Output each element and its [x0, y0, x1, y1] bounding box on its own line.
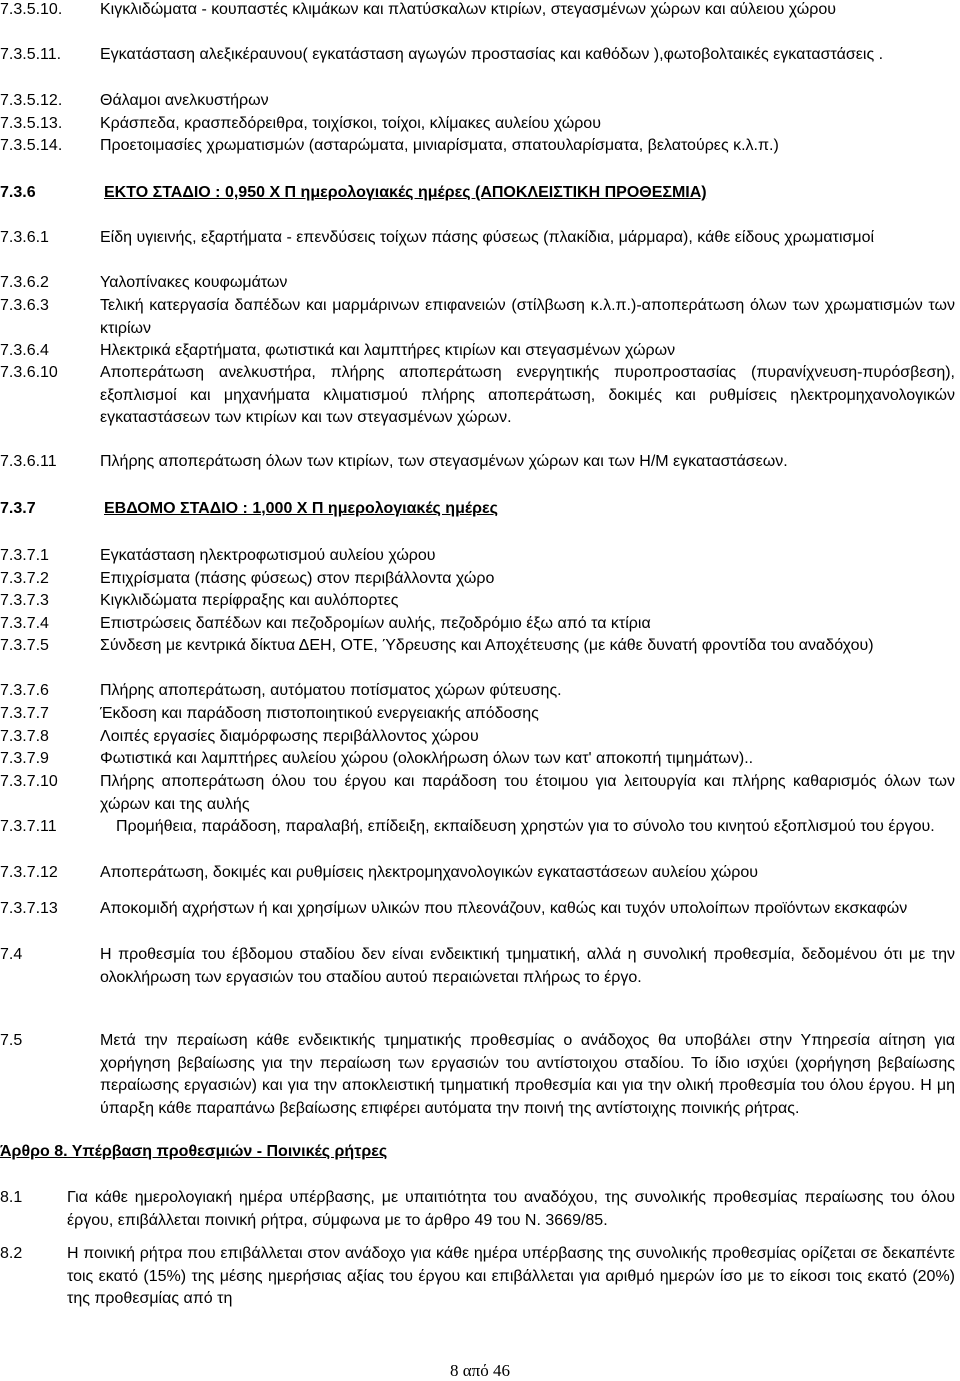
paragraph-7-5	[0, 1030, 955, 1120]
list-item-7-3-7-4	[0, 613, 955, 636]
list-item-7-3-7-7	[0, 703, 955, 726]
item-text: Φωτιστικά και λαμπτήρες αυλείου χώρου (ολοκλήρωση όλων των κατ' αποκοπή τιμημάτων)..	[100, 750, 754, 767]
item-number: 7.3.7.5	[0, 637, 49, 654]
item-number: 7.3.5.13.	[0, 115, 63, 132]
list-item-7-3-7-13	[0, 898, 955, 921]
list-item-7-3-5-13	[0, 113, 957, 136]
list-item-7-3-5-12	[0, 90, 957, 113]
list-item-7-3-7-10	[0, 771, 955, 816]
list-item-7-3-6-10	[0, 362, 955, 430]
item-text: Εγκατάσταση αλεξικέραυνου( εγκατάσταση αγωγών προστασίας και καθόδων ),φωτοβολταικές εγκαταστάσεις .	[100, 46, 884, 63]
item-number: 7.3.7.11	[0, 818, 57, 835]
item-text: Αποπεράτωση, δοκιμές και ρυθμίσεις ηλεκτρομηχανολογικών εγκαταστάσεων αυλείου χώρου	[100, 864, 759, 881]
section-title: ΕΒΔΟΜΟ ΣΤΑΔΙΟ : 1,000 Χ Π ημερολογιακές ημέρες	[104, 500, 498, 517]
item-number: 7.3.7.1	[0, 547, 49, 564]
list-item-7-3-7-5	[0, 635, 955, 658]
list-item-7-3-6-11	[0, 451, 955, 474]
list-item-7-3-5-14	[0, 135, 957, 158]
item-number: 7.3.6.1	[0, 229, 49, 246]
paragraph-number: 8.2	[0, 1245, 23, 1262]
list-item-7-3-5-10	[0, 0, 957, 22]
paragraph-8-1	[0, 1187, 955, 1232]
item-number: 7.3.7.13	[0, 900, 58, 917]
paragraph-7-4	[0, 944, 955, 989]
item-text: Προμήθεια, παράδοση, παραλαβή, επίδειξη, εκπαίδευση χρηστών για το σύνολο του κινητού εξοπλισμού του έργου.	[116, 818, 935, 835]
item-text: Αποπεράτωση ανελκυστήρα, πλήρης αποπεράτωση ενεργητικής πυροπροστασίας (πυρανίχνευση-πυρόσβεση), εξοπλισμοί και μηχανήματα κλιματισμού πλήρης αποπεράτωση, δοκιμές και ρυθμίσεις ηλεκτρομηχανολογικών εγκαταστάσεων των κτιρίων και των στεγασμένων χώρων.	[100, 364, 955, 426]
article-title: Άρθρο 8. Υπέρβαση προθεσμιών - Ποινικές ρήτρες	[0, 1143, 388, 1160]
item-number: 7.3.5.12.	[0, 92, 63, 109]
list-item-7-3-5-11	[0, 44, 957, 67]
list-item-7-3-6-2	[0, 272, 955, 295]
list-item-7-3-7-6	[0, 680, 955, 703]
item-text: Κιγκλιδώματα - κουπαστές κλιμάκων και πλατύσκαλων κτιρίων, στεγασμένων χώρων και αύλειου χώρου	[100, 1, 836, 18]
item-number: 7.3.6.11	[0, 453, 57, 470]
list-item-7-3-7-8	[0, 726, 955, 749]
item-text: Επιστρώσεις δαπέδων και πεζοδρομίων αυλής, πεζοδρόμιο έξω από τα κτίρια	[100, 615, 651, 632]
item-text: Υαλοπίνακες κουφωμάτων	[100, 274, 288, 291]
paragraph-text: Μετά την περαίωση κάθε ενδεικτικής τμηματικής προθεσμίας ο ανάδοχος θα υποβάλει στην Υπηρεσία αίτηση για χορήγηση βεβαίωσης για την περαίωση των εργασιών του αντίστοιχου σταδίου. Το ίδιο ισχύει (χορήγηση βεβαίωσης περαίωσης εργασιών) και για την αποκλειστική τμηματική προθεσμία και για την ολική προθεσμία του όλου έργου. Η μη ύπαρξη κάθε παραπάνω βεβαίωσης επιφέρει αυτόματα την ποινή της αντίστοιχης ποινικής ρήτρας.	[100, 1032, 955, 1117]
item-number: 7.3.5.10.	[0, 1, 63, 18]
item-text: Προετοιμασίες χρωματισμών (ασταρώματα, μινιαρίσματα, σπατουλαρίσματα, βελατούρες κ.λ.π.)	[100, 137, 779, 154]
paragraph-8-2	[0, 1243, 955, 1311]
item-number: 7.3.7.8	[0, 728, 49, 745]
section-number: 7.3.7	[0, 500, 36, 517]
item-text: Επιχρίσματα (πάσης φύσεως) στον περιβάλλοντα χώρο	[100, 570, 495, 587]
item-number: 7.3.7.3	[0, 592, 49, 609]
section-heading-7-3-6	[0, 182, 957, 205]
page-number: 8 από 46	[450, 1361, 510, 1380]
paragraph-number: 7.5	[0, 1032, 23, 1049]
item-number: 7.3.6.2	[0, 274, 49, 291]
section-title: ΕΚΤΟ ΣΤΑΔΙΟ : 0,950 Χ Π ημερολογιακές ημέρες (ΑΠΟΚΛΕΙΣΤΙΚΗ ΠΡΟΘΕΣΜΙΑ)	[104, 184, 707, 201]
paragraph-text: Η ποινική ρήτρα που επιβάλλεται στον ανάδοχο για κάθε ημέρα υπέρβασης της συνολικής προθεσμίας ορίζεται σε δεκαπέντε τοις εκατό (15%) της μέσης ημερήσιας αξίας του έργου και επιβάλλεται για αριθμό ημερών ίσο με το είκοσι τοις εκατό (20%) της προθεσμίας από τη	[67, 1245, 955, 1307]
list-item-7-3-7-3	[0, 590, 955, 613]
item-text: Κιγκλιδώματα περίφραξης και αυλόπορτες	[100, 592, 399, 609]
item-number: 7.3.7.7	[0, 705, 49, 722]
item-text: Πλήρης αποπεράτωση, αυτόματου ποτίσματος χώρων φύτευσης.	[100, 682, 562, 699]
list-item-7-3-7-9	[0, 748, 955, 771]
item-text: Λοιπές εργασίες διαμόρφωσης περιβάλλοντος χώρου	[100, 728, 479, 745]
paragraph-number: 8.1	[0, 1189, 23, 1206]
item-text: Θάλαμοι ανελκυστήρων	[100, 92, 269, 109]
item-number: 7.3.7.12	[0, 864, 58, 881]
item-text: Είδη υγιεινής, εξαρτήματα - επενδύσεις τοίχων πάσης φύσεως (πλακίδια, μάρμαρα), κάθε είδους χρωματισμοί	[100, 229, 875, 246]
item-number: 7.3.5.14.	[0, 137, 63, 154]
section-number: 7.3.6	[0, 184, 36, 201]
list-item-7-3-7-12	[0, 862, 955, 885]
item-text: Σύνδεση με κεντρικά δίκτυα ΔΕΗ, ΟΤΕ, Ύδρευσης και Αποχέτευσης (με κάθε δυνατή φροντίδα του αναδόχου)	[100, 637, 874, 654]
item-text: Τελική κατεργασία δαπέδων και μαρμάρινων επιφανειών (στίλβωση κ.λ.π.)-αποπεράτωση όλων των χρωματισμών των κτιρίων	[100, 297, 955, 337]
section-heading-7-3-7	[0, 498, 955, 521]
item-number: 7.3.7.4	[0, 615, 49, 632]
paragraph-text: Η προθεσμία του έβδομου σταδίου δεν είναι ενδεικτική τμηματική, αλλά η συνολική προθεσμία, δεδομένου ότι με την ολοκλήρωση των εργασιών του σταδίου αυτού περαιώνεται πλήρως το έργο.	[100, 946, 955, 986]
item-text: Κράσπεδα, κρασπεδόρειθρα, τοιχίσκοι, τοίχοι, κλίμακες αυλείου χώρου	[100, 115, 601, 132]
item-text: Πλήρης αποπεράτωση όλων των κτιρίων, των στεγασμένων χώρων και των Η/Μ εγκαταστάσεων.	[100, 453, 788, 470]
list-item-7-3-7-11	[0, 816, 955, 839]
item-number: 7.3.7.10	[0, 773, 58, 790]
list-item-7-3-6-1	[0, 227, 955, 250]
article-8-heading	[0, 1141, 955, 1164]
item-text: Πλήρης αποπεράτωση όλου του έργου και παράδοση του έτοιμου για λειτουργία και πλήρης καθαρισμός όλων των χώρων και της αυλής	[100, 773, 955, 813]
list-item-7-3-7-2	[0, 568, 955, 591]
list-item-7-3-6-4	[0, 340, 955, 363]
paragraph-number: 7.4	[0, 946, 23, 963]
item-text: Εγκατάσταση ηλεκτροφωτισμού αυλείου χώρου	[100, 547, 436, 564]
item-number: 7.3.7.2	[0, 570, 49, 587]
item-number: 7.3.7.6	[0, 682, 49, 699]
item-number: 7.3.6.10	[0, 364, 58, 381]
item-text: Αποκομιδή αχρήστων ή και χρησίμων υλικών που πλεονάζουν, καθώς και τυχόν υπολοίπων προϊόντων εκσκαφών	[100, 900, 908, 917]
item-number: 7.3.6.4	[0, 342, 49, 359]
list-item-7-3-7-1	[0, 545, 955, 568]
item-text: Ηλεκτρικά εξαρτήματα, φωτιστικά και λαμπτήρες κτιρίων και στεγασμένων χώρων	[100, 342, 676, 359]
list-item-7-3-6-3	[0, 295, 955, 340]
item-number: 7.3.7.9	[0, 750, 49, 767]
item-text: Έκδοση και παράδοση πιστοποιητικού ενεργειακής απόδοσης	[100, 705, 539, 722]
item-number: 7.3.6.3	[0, 297, 49, 314]
item-number: 7.3.5.11.	[0, 46, 62, 63]
paragraph-text: Για κάθε ημερολογιακή ημέρα υπέρβασης, με υπαιτιότητα του αναδόχου, της συνολικής προθεσμίας περαίωσης του όλου έργου, επιβάλλεται ποινική ρήτρα, σύμφωνα με το άρθρο 49 του Ν. 3669/85.	[67, 1189, 955, 1229]
